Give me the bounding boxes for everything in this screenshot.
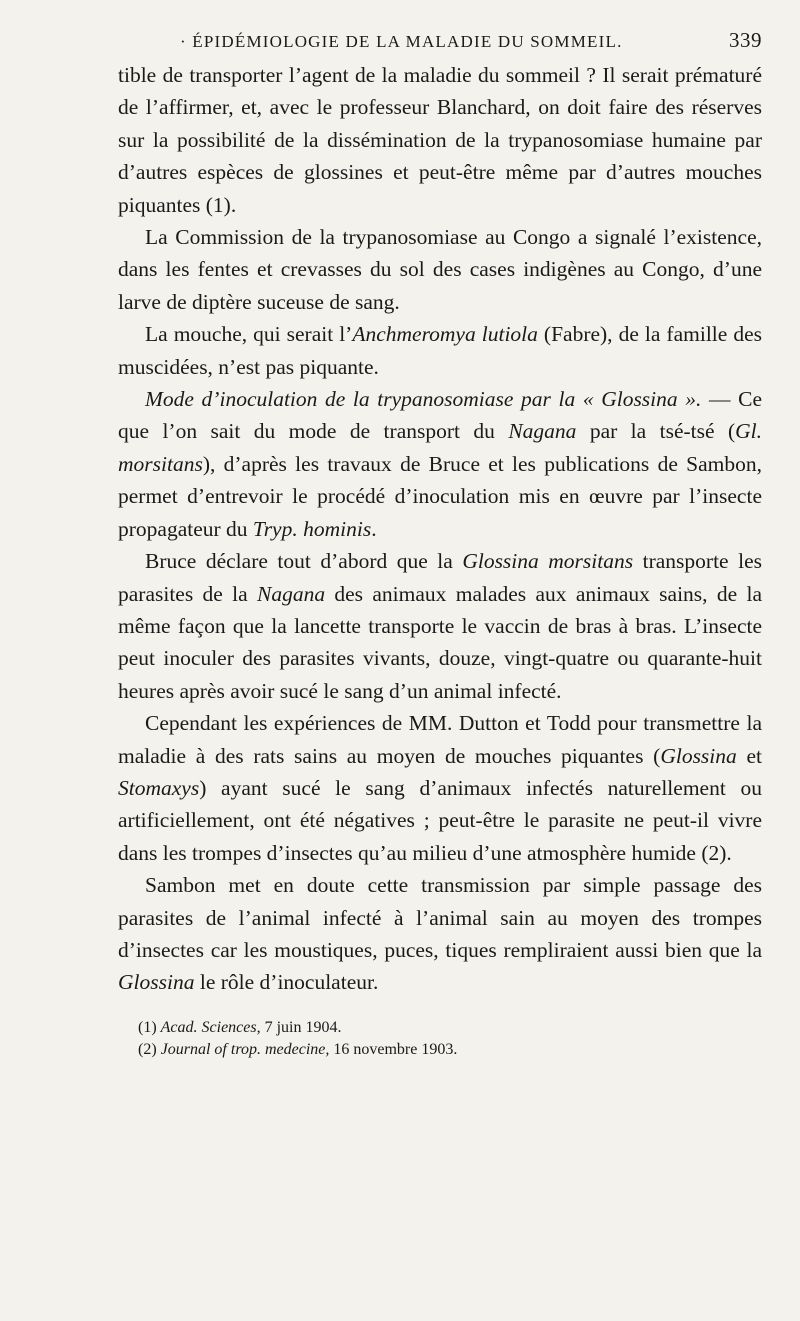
- paragraph-5: [118, 545, 762, 707]
- footnote-mark: (1): [138, 1018, 157, 1036]
- text-run: tible de transporter l’agent de la maladie du sommeil ? Il serait prématuré de l’affirmer, et, avec le professeur Blanchard, on doit faire des réserves sur la possibilité de la dissémination de la trypanosomiase humaine par d’autres espèces de glossines et peut-être même par d’autres mouches piquantes (1).: [118, 63, 762, 217]
- footnote-mark: (2): [138, 1040, 157, 1058]
- italic-term: Glossina morsitans: [462, 549, 634, 574]
- text-run: Sambon met en doute cette transmission par simple passage des parasites de l’animal infecté à l’animal sain au moyen des trompes d’insectes car les moustiques, puces, tiques rempliraient aussi bien que la: [118, 873, 762, 962]
- footnote: [138, 1017, 762, 1039]
- page-number: 339: [729, 28, 762, 52]
- paragraph-4: [118, 383, 762, 545]
- text-run: par la tsé-tsé (: [576, 419, 736, 444]
- italic-term: Tryp. hominis: [252, 516, 372, 541]
- italic-term: Stomaxys: [118, 775, 200, 800]
- paragraph-7: [118, 869, 762, 999]
- text-run: Bruce déclare tout d’abord que la: [145, 549, 463, 574]
- italic-term: Glossina: [118, 970, 195, 995]
- text-run: des animaux malades aux animaux sains, de la même façon que la lancette transporte le vaccin de bras à bras. L’insecte peut inoculer des parasites vivants, douze, vingt-quatre ou quarante-huit heures après avoir sucé le sang d’un animal infecté.: [118, 581, 762, 703]
- text-run: ) ayant sucé le sang d’animaux infectés naturellement ou artificiellement, ont été négatives ; peut-être le parasite ne peut-il vivre dans les trompes d’insectes qu’au milieu d’une atmosphère humide (2).: [118, 775, 762, 865]
- footnotes: [138, 1017, 762, 1061]
- footnote: [138, 1039, 762, 1061]
- text-run: transporte les parasites de la: [118, 549, 762, 606]
- footnote-detail: 16 novembre 1903.: [329, 1040, 458, 1058]
- italic-term: Gl. morsitans: [118, 419, 762, 476]
- species-name: Anchmeromya lutiola: [352, 322, 538, 347]
- italic-term: Nagana: [508, 419, 577, 444]
- italic-term: Glossina: [660, 743, 737, 768]
- footnote-source: Acad. Sciences,: [160, 1018, 261, 1036]
- text-run: — Ce que l’on sait du mode de transport du: [118, 387, 762, 444]
- text-run: et: [736, 743, 762, 768]
- text-run: ), d’après les travaux de Bruce et les publications de Sambon, permet d’entrevoir le procédé d’inoculation mis en œuvre par l’insecte propagateur du: [118, 451, 762, 541]
- paragraph-6: [118, 707, 762, 869]
- text-run: (Fabre), de la famille des muscidées, n’est pas piquante.: [118, 322, 762, 379]
- paragraph-1: [118, 59, 762, 221]
- text-run: .: [371, 516, 377, 541]
- text-run: le rôle d’inoculateur.: [194, 970, 379, 995]
- footnote-detail: 7 juin 1904.: [260, 1018, 342, 1036]
- body-text: [118, 59, 762, 999]
- paragraph-2: [118, 221, 762, 318]
- text-run: Cependant les expériences de MM. Dutton et Todd pour transmettre la maladie à des rats sains au moyen de mouches piquantes (: [118, 711, 762, 768]
- text-run: La mouche, qui serait l’: [145, 322, 353, 347]
- section-heading: Mode d’inoculation de la trypanosomiase par la « Glossina ».: [145, 387, 702, 412]
- running-header: [180, 28, 762, 53]
- paragraph-3: [118, 318, 762, 383]
- footnote-source: Journal of trop. medecine,: [160, 1040, 330, 1058]
- italic-term: Nagana: [256, 581, 326, 606]
- running-title: · ÉPIDÉMIOLOGIE DE LA MALADIE DU SOMMEIL.: [180, 32, 623, 51]
- text-run: La Commission de la trypanosomiase au Congo a signalé l’existence, dans les fentes et crevasses du sol des cases indigènes au Congo, d’une larve de diptère suceuse de sang.: [118, 225, 762, 314]
